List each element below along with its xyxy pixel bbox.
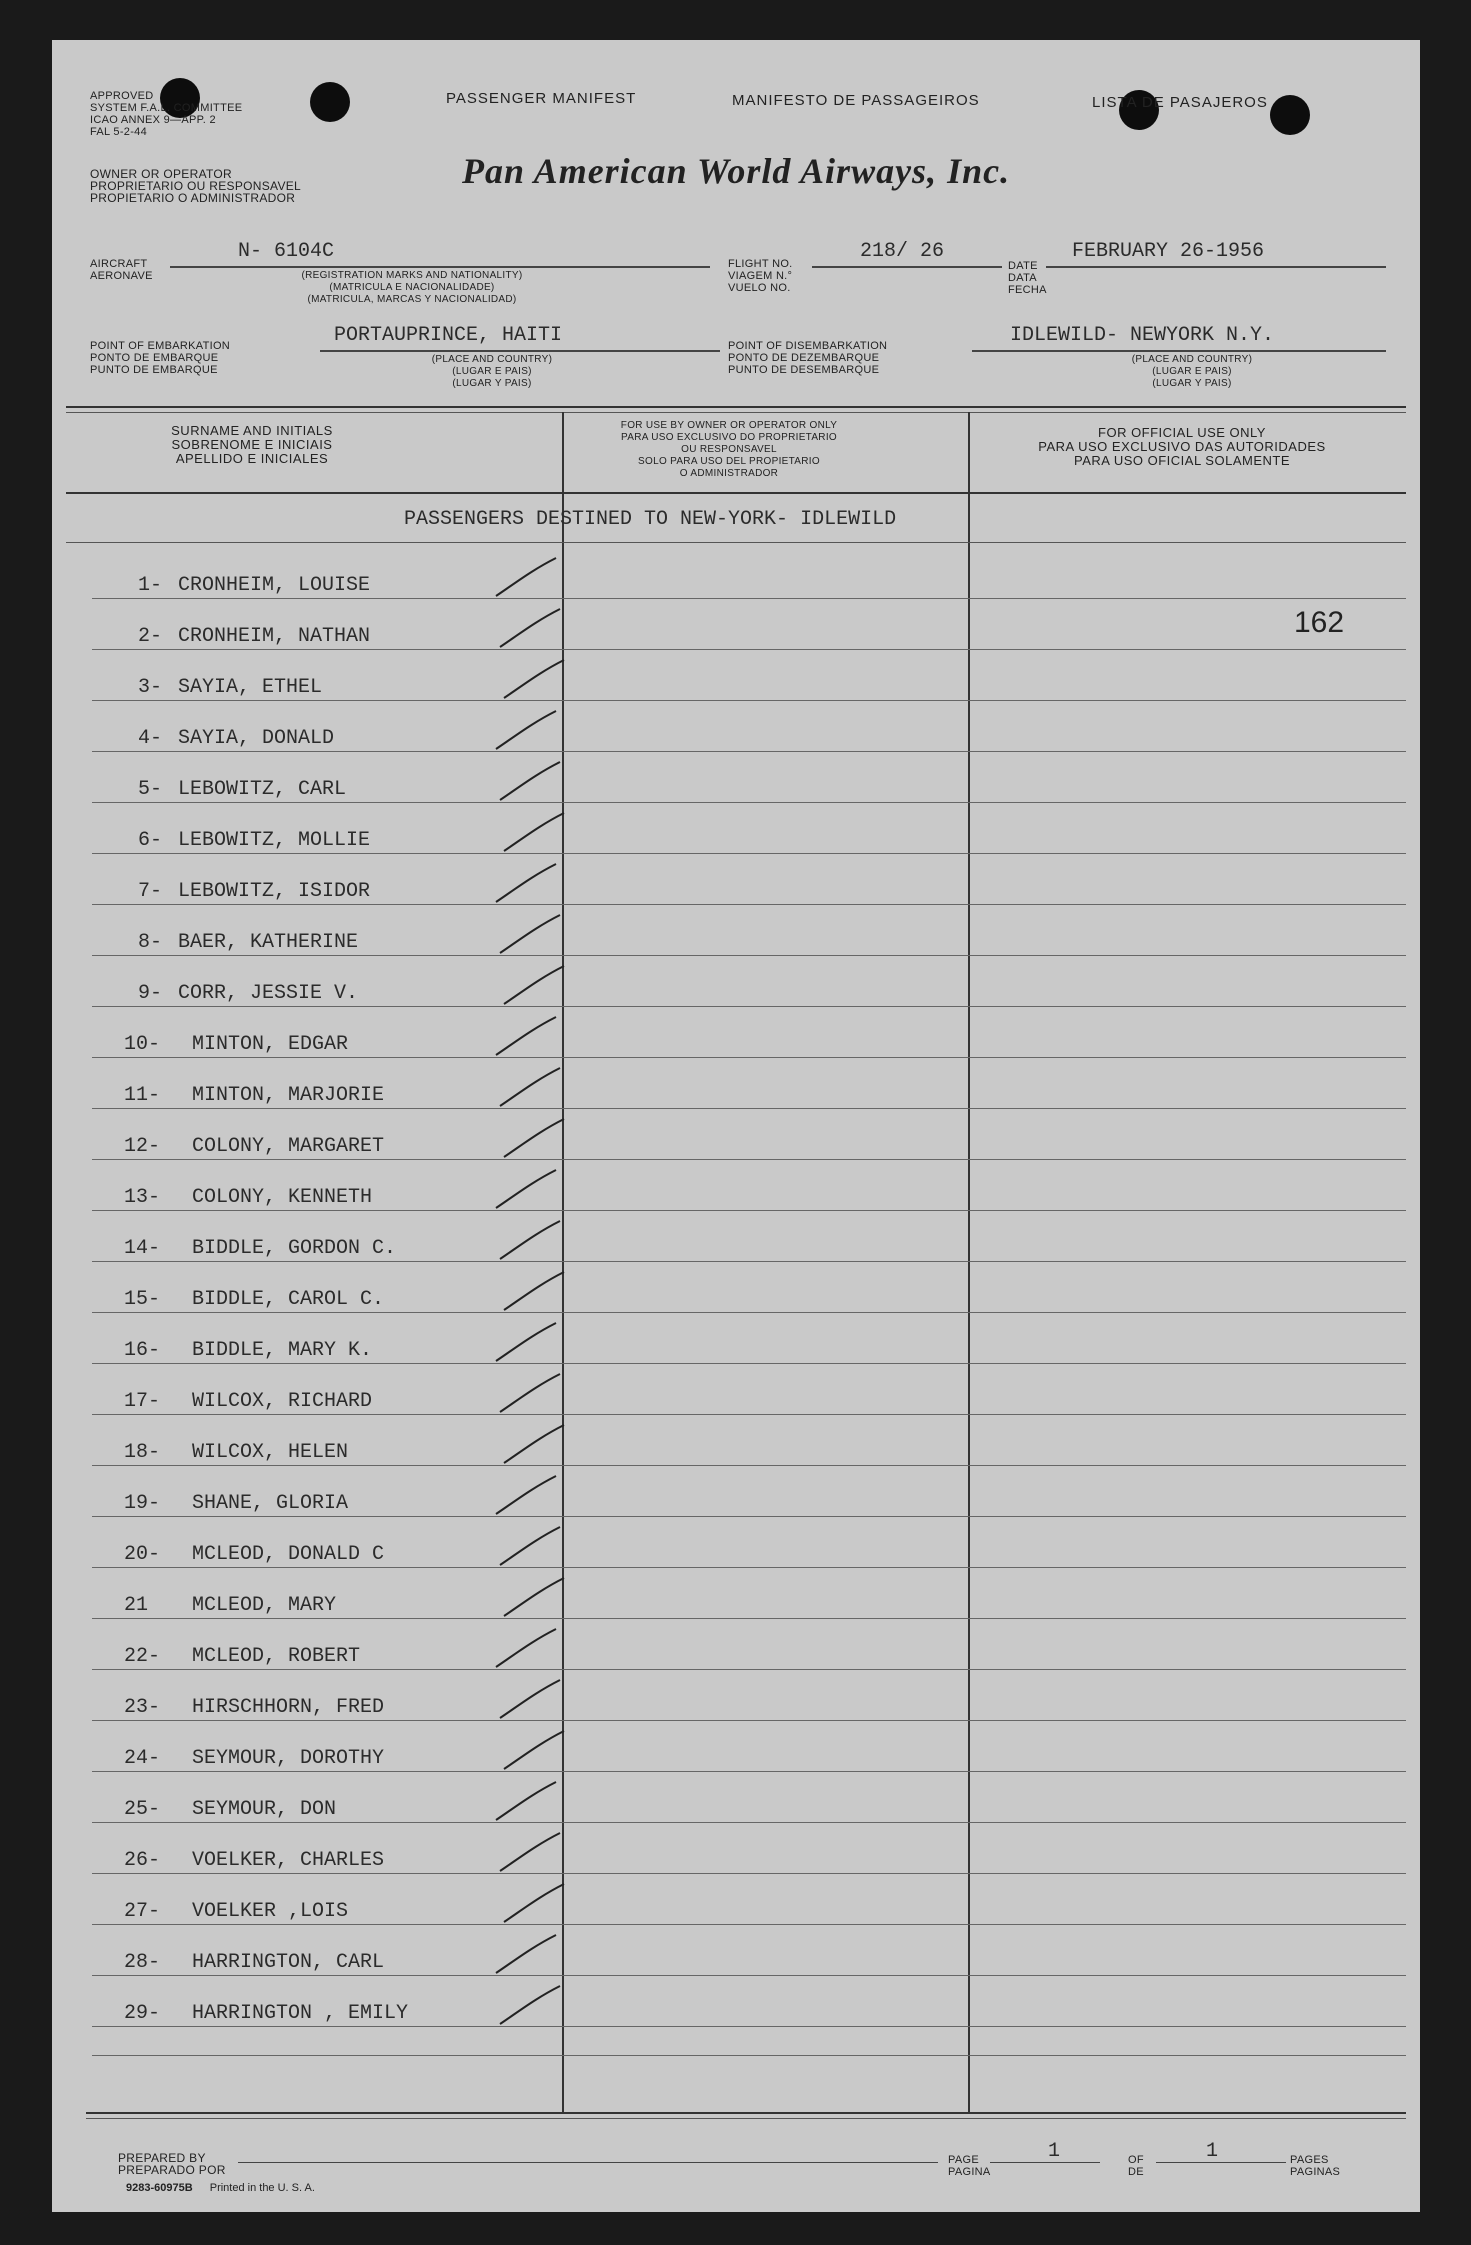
- row-rule: [92, 751, 1406, 752]
- printed-text: Printed in the U. S. A.: [209, 2182, 315, 2194]
- passenger-name: LEBOWITZ, CARL: [178, 778, 347, 801]
- check-stroke: [496, 1476, 556, 1514]
- passenger-name: WILCOX, RICHARD: [192, 1390, 373, 1413]
- row-number: 7-: [138, 880, 163, 903]
- check-stroke: [496, 1323, 556, 1361]
- check-stroke: [504, 1578, 564, 1616]
- flight-value: 218/ 26: [860, 240, 945, 263]
- check-mark: [496, 1521, 566, 1571]
- flight-label-line: VIAGEM N.°: [728, 270, 793, 282]
- passenger-name: HARRINGTON, CARL: [192, 1951, 385, 1974]
- embark-sub-line: (LUGAR E PAIS): [452, 366, 532, 377]
- row-number: 6-: [138, 829, 163, 852]
- embark-sub-line: (LUGAR Y PAIS): [452, 378, 532, 389]
- row-number: 23-: [124, 1696, 161, 1719]
- check-mark: [492, 1164, 562, 1214]
- row-rule: [92, 649, 1406, 650]
- check-stroke: [500, 1680, 560, 1718]
- embark-value: PORTAUPRINCE, HAITI: [334, 324, 563, 347]
- row-number: 9-: [138, 982, 163, 1005]
- row-number: 11-: [124, 1084, 161, 1107]
- embark-label: [90, 340, 230, 376]
- col-header-line: PARA USO EXCLUSIVO DAS AUTORIDADES: [1038, 439, 1326, 454]
- col-header-name: [92, 424, 412, 466]
- row-rule: [92, 1516, 1406, 1517]
- check-stroke: [500, 1833, 560, 1871]
- table-bottom-rule: [86, 2118, 1406, 2119]
- embark-label-line: PONTO DE EMBARQUE: [90, 352, 219, 364]
- aircraft-value: N- 6104C: [238, 240, 335, 263]
- prepared-line: PREPARADO POR: [118, 2163, 226, 2177]
- embark-underline: [320, 350, 720, 352]
- section-rule: [66, 542, 1406, 543]
- check-stroke: [500, 1527, 560, 1565]
- col-header-line: SOLO PARA USO DEL PROPIETARIO: [638, 456, 820, 467]
- row-rule: [92, 1414, 1406, 1415]
- row-rule: [92, 1924, 1406, 1925]
- check-mark: [496, 1368, 566, 1418]
- owner-label: [90, 168, 301, 204]
- flight-underline: [812, 266, 1002, 268]
- row-rule: [92, 1873, 1406, 1874]
- check-mark: [492, 1470, 562, 1520]
- check-stroke: [504, 1884, 564, 1922]
- disembark-label-line: PONTO DE DEZEMBARQUE: [728, 352, 880, 364]
- passenger-name: MCLEOD, ROBERT: [192, 1645, 361, 1668]
- row-rule: [92, 1261, 1406, 1262]
- page-label-line: PAGE: [948, 2154, 979, 2166]
- row-rule: [92, 1669, 1406, 1670]
- row-rule: [92, 1210, 1406, 1211]
- embark-sub-line: (PLACE AND COUNTRY): [431, 354, 553, 365]
- col-header-operator: [564, 420, 894, 480]
- row-rule: [92, 1720, 1406, 1721]
- table-bottom-rule: [86, 2112, 1406, 2114]
- check-stroke: [500, 1068, 560, 1106]
- row-rule: [92, 1363, 1406, 1364]
- row-rule: [92, 1771, 1406, 1772]
- row-number: 22-: [124, 1645, 161, 1668]
- passenger-name: LEBOWITZ, MOLLIE: [178, 829, 371, 852]
- col-header-line: FOR USE BY OWNER OR OPERATOR ONLY: [620, 420, 838, 431]
- row-number: 4-: [138, 727, 163, 750]
- title-es: LISTA DE PASAJEROS: [1092, 94, 1268, 111]
- check-stroke: [500, 1221, 560, 1259]
- embark-sub: [392, 354, 592, 390]
- col-divider: [968, 412, 970, 2112]
- passenger-name: SAYIA, DONALD: [178, 727, 335, 750]
- row-rule: [92, 1465, 1406, 1466]
- check-stroke: [496, 711, 556, 749]
- check-mark: [492, 1776, 562, 1826]
- row-number: 28-: [124, 1951, 161, 1974]
- check-stroke: [500, 609, 560, 647]
- punch-hole: [1270, 95, 1310, 135]
- row-rule: [92, 1312, 1406, 1313]
- check-mark: [492, 858, 562, 908]
- check-stroke: [504, 660, 564, 698]
- header-bottom-rule: [66, 492, 1406, 494]
- check-mark: [496, 1062, 566, 1112]
- passenger-name: LEBOWITZ, ISIDOR: [178, 880, 371, 903]
- title-pt: MANIFESTO DE PASSAGEIROS: [732, 92, 980, 109]
- date-label: [1008, 260, 1047, 296]
- col-header-line: SURNAME AND INITIALS: [171, 423, 333, 438]
- aircraft-label-line: AIRCRAFT: [90, 258, 148, 270]
- disembark-value: IDLEWILD- NEWYORK N.Y.: [1010, 324, 1275, 347]
- passenger-name: SEYMOUR, DON: [192, 1798, 337, 1821]
- check-stroke: [500, 1374, 560, 1412]
- check-mark: [496, 603, 566, 653]
- owner-label-line: PROPIETARIO O ADMINISTRADOR: [90, 191, 296, 205]
- check-stroke: [504, 1272, 564, 1310]
- row-number: 20-: [124, 1543, 161, 1566]
- check-mark: [500, 1266, 570, 1316]
- row-rule: [92, 853, 1406, 854]
- approval-line: ICAO ANNEX 9—APP. 2: [90, 114, 216, 126]
- row-number: 10-: [124, 1033, 161, 1056]
- passenger-name: WILCOX, HELEN: [192, 1441, 349, 1464]
- row-number: 16-: [124, 1339, 161, 1362]
- check-mark: [492, 1929, 562, 1979]
- disembark-sub-line: (LUGAR Y PAIS): [1152, 378, 1232, 389]
- prepared-underline: [238, 2162, 938, 2163]
- check-mark: [492, 1623, 562, 1673]
- passenger-name: MCLEOD, MARY: [192, 1594, 337, 1617]
- check-mark: [500, 1419, 570, 1469]
- page-value: 1: [1048, 2140, 1061, 2163]
- col-header-line: FOR OFFICIAL USE ONLY: [1098, 425, 1266, 440]
- page-underline: [990, 2162, 1100, 2163]
- check-stroke: [496, 1935, 556, 1973]
- check-mark: [492, 705, 562, 755]
- disembark-label: [728, 340, 887, 376]
- prepared-line: PREPARED BY: [118, 2151, 206, 2165]
- row-rule: [92, 904, 1406, 905]
- passenger-name: SAYIA, ETHEL: [178, 676, 323, 699]
- passenger-name: BIDDLE, MARY K.: [192, 1339, 373, 1362]
- approval-line: FAL 5-2-44: [90, 126, 148, 138]
- pages-label-line: PAGES: [1290, 2154, 1329, 2166]
- check-mark: [500, 1725, 570, 1775]
- check-mark: [496, 1827, 566, 1877]
- check-mark: [496, 1980, 566, 2030]
- aircraft-sub: [252, 270, 572, 306]
- check-stroke: [496, 1629, 556, 1667]
- row-number: 5-: [138, 778, 163, 801]
- passenger-name: CRONHEIM, NATHAN: [178, 625, 371, 648]
- of-underline: [1156, 2162, 1286, 2163]
- row-number: 21: [124, 1594, 149, 1617]
- col-header-line: OU RESPONSAVEL: [681, 444, 777, 455]
- date-label-line: DATA: [1008, 272, 1037, 284]
- check-stroke: [496, 558, 556, 596]
- check-mark: [500, 807, 570, 857]
- disembark-underline: [972, 350, 1386, 352]
- form-number: [126, 2182, 315, 2194]
- row-number: 27-: [124, 1900, 161, 1923]
- table-top-rule: [66, 412, 1406, 413]
- passenger-name: MCLEOD, DONALD C: [192, 1543, 385, 1566]
- disembark-label-line: PUNTO DE DESEMBARQUE: [728, 364, 880, 376]
- passenger-name: CRONHEIM, LOUISE: [178, 574, 371, 597]
- disembark-label-line: POINT OF DISEMBARKATION: [728, 340, 888, 352]
- aircraft-underline: [170, 266, 710, 268]
- row-rule: [92, 1057, 1406, 1058]
- passenger-name: HARRINGTON , EMILY: [192, 2002, 409, 2025]
- passenger-name: MINTON, EDGAR: [192, 1033, 349, 1056]
- row-number: 3-: [138, 676, 163, 699]
- manifest-sheet: [52, 40, 1420, 2212]
- punch-hole: [310, 82, 350, 122]
- approval-line: SYSTEM F.A.L. COMMITTEE: [90, 102, 243, 114]
- date-value: FEBRUARY 26-1956: [1072, 240, 1265, 263]
- aircraft-label: [90, 258, 153, 282]
- aircraft-sub-line: (MATRICULA E NACIONALIDADE): [329, 282, 495, 293]
- form-number-text: 9283-60975B: [126, 2182, 193, 2194]
- passenger-name: COLONY, KENNETH: [192, 1186, 373, 1209]
- check-stroke: [500, 915, 560, 953]
- disembark-sub-line: (PLACE AND COUNTRY): [1131, 354, 1253, 365]
- approval-block: [90, 90, 242, 138]
- embark-label-line: PUNTO DE EMBARQUE: [90, 364, 218, 376]
- row-number: 26-: [124, 1849, 161, 1872]
- row-rule: [92, 802, 1406, 803]
- passenger-name: VOELKER, CHARLES: [192, 1849, 385, 1872]
- prepared-label: [118, 2152, 226, 2176]
- passenger-name: HIRSCHHORN, FRED: [192, 1696, 385, 1719]
- flight-label-line: VUELO NO.: [728, 282, 791, 294]
- col-header-line: O ADMINISTRADOR: [679, 468, 779, 479]
- aircraft-label-line: AERONAVE: [90, 270, 153, 282]
- check-mark: [496, 1674, 566, 1724]
- aircraft-sub-line: (REGISTRATION MARKS AND NATIONALITY): [301, 270, 523, 281]
- page-label-line: PAGINA: [948, 2166, 991, 2178]
- row-rule: [92, 1975, 1406, 1976]
- check-stroke: [496, 1170, 556, 1208]
- passenger-name: CORR, JESSIE V.: [178, 982, 359, 1005]
- check-stroke: [504, 1119, 564, 1157]
- check-mark: [496, 756, 566, 806]
- check-mark: [500, 654, 570, 704]
- passenger-name: SEYMOUR, DOROTHY: [192, 1747, 385, 1770]
- check-stroke: [500, 762, 560, 800]
- section-header: PASSENGERS DESTINED TO NEW-YORK- IDLEWILD: [404, 508, 897, 531]
- passenger-name: VOELKER ,LOIS: [192, 1900, 349, 1923]
- of-label: [1128, 2154, 1144, 2178]
- row-number: 25-: [124, 1798, 161, 1821]
- check-stroke: [504, 813, 564, 851]
- check-stroke: [504, 1425, 564, 1463]
- owner-label-line: OWNER OR OPERATOR: [90, 167, 232, 181]
- col-header-line: SOBRENOME E INICIAIS: [171, 437, 333, 452]
- row-rule: [92, 1822, 1406, 1823]
- row-rule: [92, 1567, 1406, 1568]
- embark-label-line: POINT OF EMBARKATION: [90, 340, 231, 352]
- row-number: 13-: [124, 1186, 161, 1209]
- row-rule: [92, 2055, 1406, 2056]
- stamp-number: 162: [1294, 606, 1345, 639]
- check-mark: [492, 1317, 562, 1367]
- row-rule: [92, 598, 1406, 599]
- airline-name: Pan American World Airways, Inc.: [462, 151, 1011, 191]
- col-header-line: APELLIDO E INICIALES: [175, 451, 329, 466]
- row-number: 29-: [124, 2002, 161, 2025]
- check-stroke: [504, 1731, 564, 1769]
- col-header-line: PARA USO OFICIAL SOLAMENTE: [1074, 453, 1290, 468]
- check-mark: [492, 1011, 562, 1061]
- date-label-line: DATE: [1008, 260, 1038, 272]
- date-label-line: FECHA: [1008, 284, 1047, 296]
- row-number: 19-: [124, 1492, 161, 1515]
- check-stroke: [504, 966, 564, 1004]
- check-mark: [496, 909, 566, 959]
- row-rule: [92, 1108, 1406, 1109]
- check-mark: [500, 960, 570, 1010]
- pages-label-line: PAGINAS: [1290, 2166, 1341, 2178]
- row-rule: [92, 1618, 1406, 1619]
- check-mark: [500, 1878, 570, 1928]
- disembark-sub-line: (LUGAR E PAIS): [1152, 366, 1232, 377]
- col-header-line: PARA USO EXCLUSIVO DO PROPRIETARIO: [621, 432, 837, 443]
- row-number: 8-: [138, 931, 163, 954]
- approval-line: APPROVED: [90, 90, 154, 102]
- row-number: 12-: [124, 1135, 161, 1158]
- flight-label-line: FLIGHT NO.: [728, 258, 793, 270]
- check-mark: [500, 1572, 570, 1622]
- passenger-name: COLONY, MARGARET: [192, 1135, 385, 1158]
- flight-label: [728, 258, 793, 294]
- table-top-rule: [66, 406, 1406, 408]
- check-stroke: [500, 1986, 560, 2024]
- passenger-name: MINTON, MARJORIE: [192, 1084, 385, 1107]
- passenger-name: BAER, KATHERINE: [178, 931, 359, 954]
- row-rule: [92, 1159, 1406, 1160]
- row-rule: [92, 700, 1406, 701]
- row-number: 18-: [124, 1441, 161, 1464]
- page-label: [948, 2154, 991, 2178]
- row-rule: [92, 2026, 1406, 2027]
- row-number: 17-: [124, 1390, 161, 1413]
- passenger-name: BIDDLE, CAROL C.: [192, 1288, 385, 1311]
- passenger-name: BIDDLE, GORDON C.: [192, 1237, 397, 1260]
- col-header-official: [972, 426, 1392, 468]
- pages-label: [1290, 2154, 1340, 2178]
- of-value: 1: [1206, 2140, 1219, 2163]
- check-mark: [492, 552, 562, 602]
- row-number: 24-: [124, 1747, 161, 1770]
- title-en: PASSENGER MANIFEST: [446, 90, 637, 107]
- row-rule: [92, 955, 1406, 956]
- check-mark: [496, 1215, 566, 1265]
- owner-label-line: PROPRIETARIO OU RESPONSAVEL: [90, 179, 302, 193]
- date-underline: [1046, 266, 1386, 268]
- row-number: 14-: [124, 1237, 161, 1260]
- row-number: 2-: [138, 625, 163, 648]
- check-stroke: [496, 864, 556, 902]
- aircraft-sub-line: (MATRICULA, MARCAS Y NACIONALIDAD): [307, 294, 517, 305]
- check-stroke: [496, 1782, 556, 1820]
- check-mark: [500, 1113, 570, 1163]
- passenger-name: SHANE, GLORIA: [192, 1492, 349, 1515]
- row-rule: [92, 1006, 1406, 1007]
- disembark-sub: [1092, 354, 1292, 390]
- of-label-line: DE: [1128, 2166, 1144, 2178]
- row-number: 15-: [124, 1288, 161, 1311]
- check-stroke: [496, 1017, 556, 1055]
- of-label-line: OF: [1128, 2154, 1144, 2166]
- row-number: 1-: [138, 574, 163, 597]
